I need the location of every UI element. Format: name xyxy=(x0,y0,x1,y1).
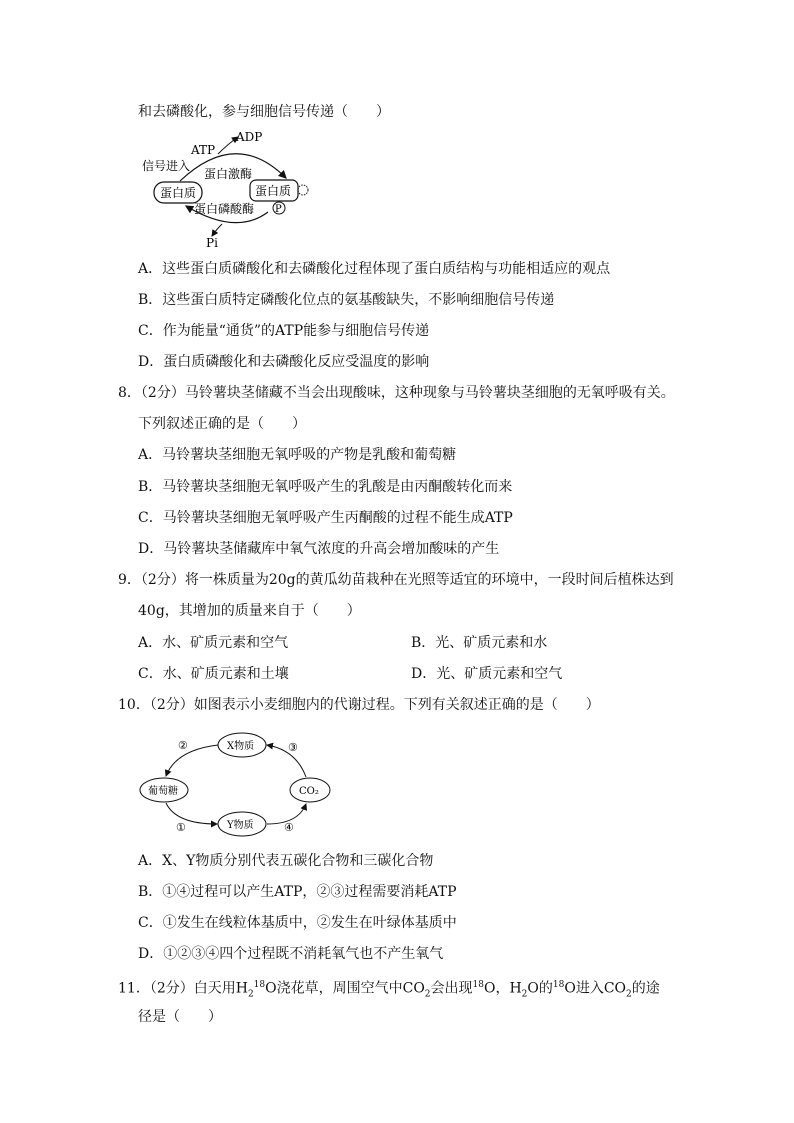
q10-fig-y: Y物质 xyxy=(227,820,254,831)
q7-fig-active-site-icon xyxy=(298,185,308,195)
q7-option-d: D．蛋白质磷酸化和去磷酸化反应受温度的影响 xyxy=(138,354,430,370)
q7-fig-kinase: 蛋白激酶 xyxy=(204,167,253,181)
q11-sub-2: 2 xyxy=(424,989,431,1000)
q7-stem-tail: 和去磷酸化，参与细胞信号传递（ ） xyxy=(138,104,390,120)
q7-fig-pi: Pi xyxy=(206,236,218,250)
q9-stem-line1: 9．（2分）将一株质量为20g的黄瓜幼苗栽种在光照等适宜的环境中，一段时间后植株达到 xyxy=(118,572,674,588)
q11-text-2: O浇花草，周围空气中CO xyxy=(265,980,425,997)
q11-text-6: O进入CO xyxy=(564,980,627,997)
q7-option-b: B．这些蛋白质特定磷酸化位点的氨基酸缺失，不影响细胞信号传递 xyxy=(138,292,555,308)
q9-option-d: D．光、矿质元素和空气 xyxy=(411,666,563,682)
q9-stem-line2: 40g，其增加的质量来自于（ ） xyxy=(138,603,361,619)
q10-fig-arrow-2 xyxy=(166,745,218,776)
q11-sup-3: 18 xyxy=(552,980,565,990)
q11-sub-4: 2 xyxy=(626,989,632,1000)
q9-option-b: B．光、矿质元素和水 xyxy=(411,635,548,651)
q9-option-a: A．水、矿质元素和空气 xyxy=(138,635,289,651)
q11-text-3: 会出现 xyxy=(430,980,473,997)
q7-fig-adp: ADP xyxy=(236,130,263,144)
q10-stem: 10．（2分）如图表示小麦细胞内的代谢过程。下列有关叙述正确的是（ ） xyxy=(118,697,600,713)
q10-fig-glucose: 葡萄糖 xyxy=(148,786,178,797)
q10-fig-label-2: ② xyxy=(178,739,188,752)
q8-option-a: A．马铃薯块茎细胞无氧呼吸的产物是乳酸和葡萄糖 xyxy=(138,447,457,463)
q7-fig-protein-right: 蛋白质 xyxy=(255,184,292,198)
q7-fig-phosphatase: 蛋白磷酸酶 xyxy=(194,202,255,216)
q11-sup-1: 18 xyxy=(253,980,266,990)
q11-stem-line2: 径是（ ） xyxy=(138,1009,222,1025)
q11-sup-2: 18 xyxy=(472,980,484,990)
q10-fig-x: X物质 xyxy=(227,741,255,752)
q8-option-d: D．马铃薯块茎储藏库中氧气浓度的升高会增加酸味的产生 xyxy=(138,541,500,557)
q11-text-1: 11．（2分）白天用H xyxy=(118,980,248,997)
q8-option-b: B．马铃薯块茎细胞无氧呼吸产生的乳酸是由丙酮酸转化而来 xyxy=(138,479,513,495)
q10-option-c: C．①发生在线粒体基质中，②发生在叶绿体基质中 xyxy=(138,915,457,931)
q7-fig-signal: 信号进入 xyxy=(142,159,191,173)
q10-fig-arrow-1 xyxy=(166,803,217,824)
q7-fig-p: P xyxy=(275,204,282,215)
q10-fig-arrow-3 xyxy=(267,745,306,777)
q7-option-c: C．作为能量“通货”的ATP能参与细胞信号传递 xyxy=(138,323,430,339)
q10-option-d: D．①②③④四个过程既不消耗氧气也不产生氧气 xyxy=(138,946,444,962)
q11-text-7: 的途 xyxy=(631,980,660,997)
q7-phosphorylation-figure xyxy=(136,126,326,250)
q11-text-5: O的 xyxy=(527,980,553,997)
q8-stem-line1: 8．（2分）马铃薯块茎储藏不当会出现酸味，这种现象与马铃薯块茎细胞的无氧呼吸有关。 xyxy=(118,385,675,401)
q10-fig-label-3: ③ xyxy=(288,741,298,754)
q7-fig-adp-branch xyxy=(218,137,238,154)
q8-stem-line2: 下列叙述正确的是（ ） xyxy=(138,416,306,432)
q9-option-c: C．水、矿质元素和土壤 xyxy=(138,666,289,682)
q8-option-c: C．马铃薯块茎细胞无氧呼吸产生丙酮酸的过程不能生成ATP xyxy=(138,510,513,526)
q11-text-4: O，H xyxy=(483,980,522,997)
q11-stem-line1 xyxy=(118,976,660,1003)
q7-option-a: A．这些蛋白质磷酸化和去磷酸化过程体现了蛋白质结构与功能相适应的观点 xyxy=(138,261,611,277)
q11-sub-1: 2 xyxy=(247,989,254,1000)
q10-fig-label-4: ④ xyxy=(284,821,294,834)
q7-fig-protein-left: 蛋白质 xyxy=(160,186,197,200)
q10-fig-co2: CO₂ xyxy=(299,786,319,797)
q10-metabolism-figure xyxy=(136,728,336,838)
q11-sub-3: 2 xyxy=(521,989,528,1000)
q10-fig-label-1: ① xyxy=(176,821,186,834)
q10-option-a: A．X、Y物质分别代表五碳化合物和三碳化合物 xyxy=(138,853,434,869)
q10-option-b: B．①④过程可以产生ATP，②③过程需要消耗ATP xyxy=(138,884,457,900)
q7-fig-atp: ATP xyxy=(191,143,216,157)
q7-fig-pi-branch xyxy=(212,224,222,236)
